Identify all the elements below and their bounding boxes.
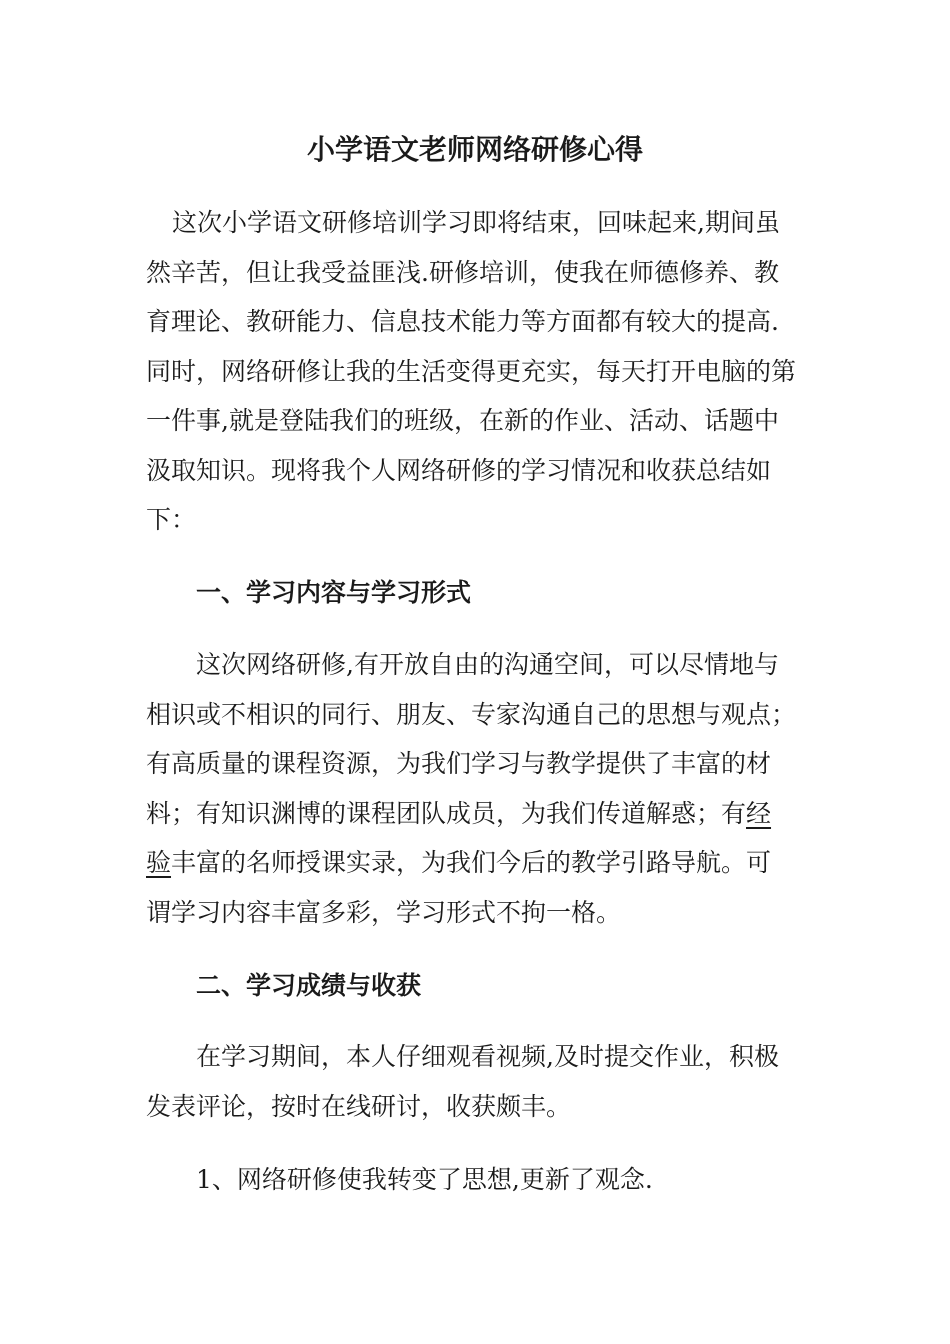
section-1-text-b: 丰富的名师授课实录，为我们今后的教学引路导航。可谓学习内容丰富多彩，学习形式不拘一格。 [146, 848, 772, 927]
experience-link[interactable]: 经验 [146, 798, 772, 877]
section-2-text: 在学习期间，本人仔细观看视频,及时提交作业，积极发表评论，按时在线研讨，收获颇丰。 [146, 1042, 779, 1121]
intro-text: 这次小学语文研修培训学习即将结束，回味起来,期间虽然辛苦，但让我受益匪浅.研修培训，使我在师德修养、教育理论、教研能力、信息技术能力等方面都有较大的提高.同时，网络研修让我的生活变得更充实，每天打开电脑的第一件事,就是登陆我们的班级，在新的作业、活动、话题中汲取知识。现将我个人网络研修的学习情况和收获总结如下： [146, 208, 797, 534]
section-2-paragraph [146, 1032, 796, 1131]
section-1-text-a: 这次网络研修,有开放自由的沟通空间，可以尽情地与相识或不相识的同行、朋友、专家沟通自己的思想与观点；有高质量的课程资源，为我们学习与教学提供了丰富的材料；有知识渊博的课程团队成员，为我们传道解惑；有 [146, 650, 797, 828]
list-item-1-text: 1、网络研修使我转变了思想,更新了观念. [196, 1165, 653, 1194]
intro-paragraph [146, 198, 796, 545]
section-1-heading: 一、学习内容与学习形式 [196, 578, 472, 607]
section-2-heading: 二、学习成绩与收获 [196, 971, 422, 1000]
section-1-paragraph [146, 640, 796, 937]
page-title: 小学语文老师网络研修心得 [306, 133, 643, 166]
list-item-1 [146, 1155, 796, 1205]
